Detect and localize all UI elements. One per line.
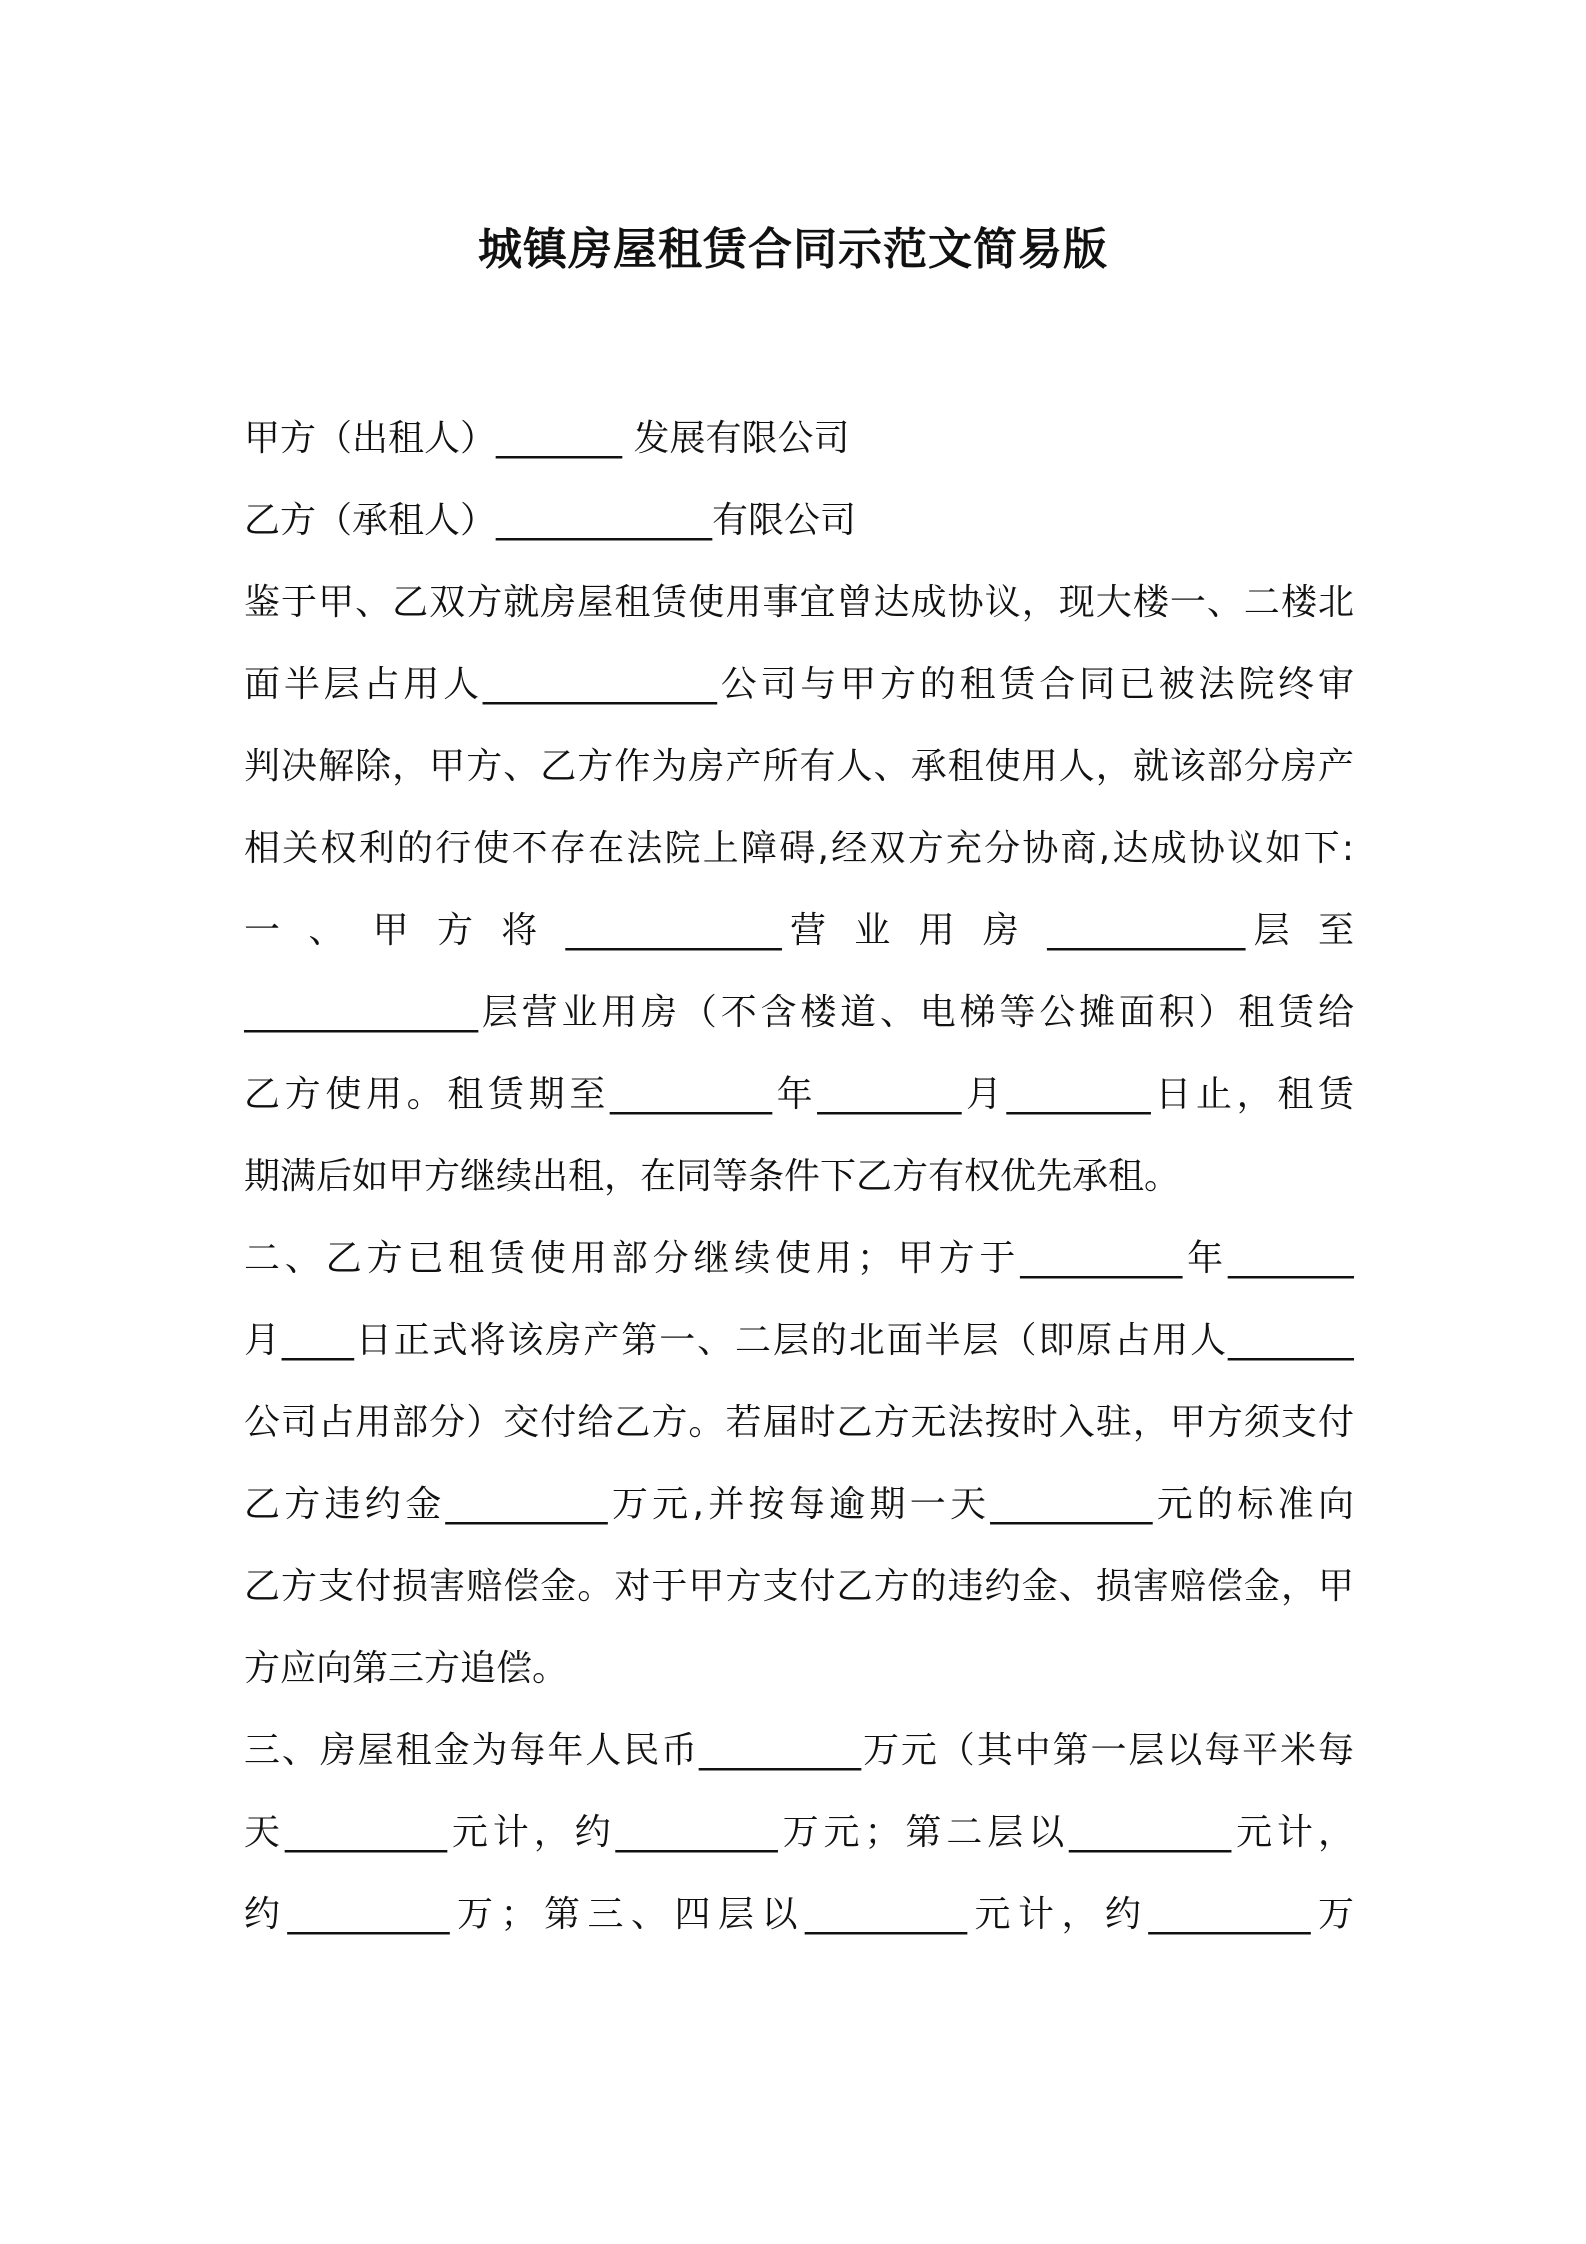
clause-3-line: 天_________元计，约_________万元；第二层以_________元计， xyxy=(244,1812,1354,1853)
paragraph-line: 面半层占用人_____________公司与甲方的租赁合同已被法院终审 xyxy=(244,664,1354,705)
party-a-line: 甲方（出租人）_______ 发展有限公司 xyxy=(244,418,850,459)
paragraph-line: 鉴于甲、乙双方就房屋租赁使用事宜曾达成协议，现大楼一、二楼北 xyxy=(244,582,1354,623)
clause-2-line: 公司占用部分）交付给乙方。若届时乙方无法按时入驻，甲方须支付 xyxy=(244,1402,1354,1443)
paragraph-line: 相关权利的行使不存在法院上障碍,经双方充分协商,达成协议如下: xyxy=(244,828,1354,869)
clause-2-line: 乙方支付损害赔偿金。对于甲方支付乙方的违约金、损害赔偿金，甲 xyxy=(244,1566,1354,1607)
document-body xyxy=(244,398,1354,1956)
clause-1-line: 一 、 甲 方 将 ____________营 业 用 房 ___________层 至 xyxy=(244,910,1354,951)
clause-3-line: 三、房屋租金为每年人民币_________万元（其中第一层以每平米每 xyxy=(244,1730,1354,1771)
paragraph-line: 判决解除，甲方、乙方作为房产所有人、承租使用人，就该部分房产 xyxy=(244,746,1354,787)
party-b-line: 乙方（承租人）____________有限公司 xyxy=(244,500,857,541)
clause-2-line: 月____日正式将该房产第一、二层的北面半层（即原占用人_______ xyxy=(244,1320,1354,1361)
clause-2-line: 方应向第三方追偿。 xyxy=(244,1648,569,1689)
clause-1-line: 期满后如甲方继续出租，在同等条件下乙方有权优先承租。 xyxy=(244,1156,1181,1197)
clause-2-line: 乙方违约金_________万元,并按每逾期一天_________元的标准向 xyxy=(244,1484,1354,1525)
document-title: 城镇房屋租赁合同示范文简易版 xyxy=(478,224,1108,275)
clause-1-line: 乙方使用。租赁期至_________年________月________日止，租赁 xyxy=(244,1074,1354,1115)
clause-1-line: _____________层营业用房（不含楼道、电梯等公摊面积）租赁给 xyxy=(244,992,1354,1033)
clause-2-line: 二、乙方已租赁使用部分继续使用；甲方于_________年_______ xyxy=(244,1238,1354,1279)
clause-3-line: 约_________万；第三、四层以_________元计，约_________万 xyxy=(244,1894,1354,1935)
